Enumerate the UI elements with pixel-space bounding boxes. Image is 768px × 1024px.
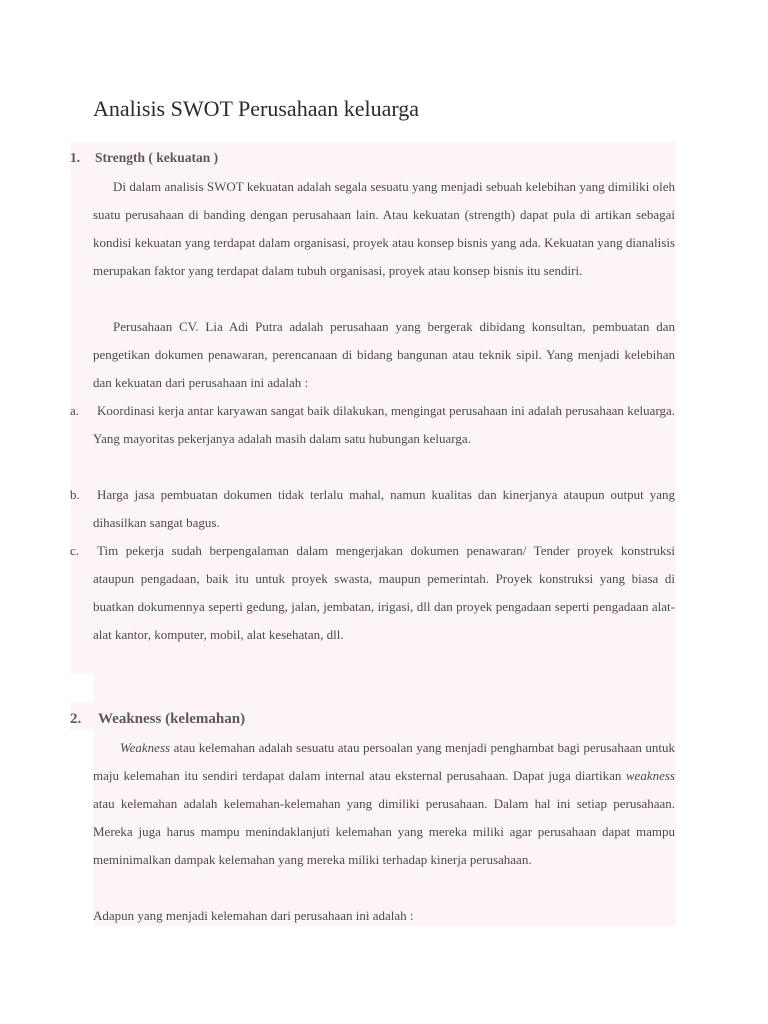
section-heading-strength (70, 150, 218, 166)
paragraph-text: atau kelemahan adalah sesuatu atau persoalan yang menjadi penghambat bagi perusahaan untuk maju kelemahan itu sendiri terdapat dalam internal atau eksternal perusahaan. Dapat juga diartikan (93, 740, 675, 783)
italic-term: weakness (625, 768, 675, 783)
paragraph-text: atau kelemahan adalah kelemahan-kelemahan yang dimiliki perusahaan. Dalam hal ini setiap perusahaan. Mereka juga harus mampu menindaklanjuti kelemahan yang mereka miliki agar perusahaan dapat mampu meminimalkan dampak kelemahan yang mereka miliki terhadap kinerja perusahaan. (93, 796, 675, 867)
paragraph: Di dalam analisis SWOT kekuatan adalah segala sesuatu yang menjadi sebuah kelebihan yang dimiliki oleh suatu perusahaan di banding dengan perusahaan lain. Atau kekuatan (strength) dapat pula di artikan sebagai kondisi kekuatan yang terdapat dalam organisasi, proyek atau konsep bisnis yang ada. Kekuatan yang dianalisis merupakan faktor yang terdapat dalam tubuh organisasi, proyek atau konsep bisnis itu sendiri. (93, 179, 675, 278)
paragraph (93, 734, 675, 874)
section-heading-weakness (70, 711, 245, 728)
section-number: 1. (70, 150, 81, 165)
list-marker: a. (70, 403, 80, 418)
highlight-band (93, 674, 676, 702)
list-item: Koordinasi kerja antar karyawan sangat baik dilakukan, mengingat perusahaan ini adalah perusahaan keluarga. Yang mayoritas pekerjanya adalah masih dalam satu hubungan keluarga. (93, 403, 675, 446)
page-title: Analisis SWOT Perusahaan keluarga (93, 96, 420, 121)
section-title: Strength ( kekuatan ) (95, 150, 219, 165)
list-item: Harga jasa pembuatan dokumen tidak terlalu mahal, namun kualitas dan kinerjanya ataupun output yang dihasilkan sangat bagus. (93, 487, 675, 530)
list-marker: b. (70, 487, 80, 502)
section-title: Weakness (kelemahan) (98, 711, 246, 727)
list-item: Tim pekerja sudah berpengalaman dalam mengerjakan dokumen penawaran/ Tender proyek konstruksi ataupun pengadaan, baik itu untuk proyek swasta, maupun pemerintah. Proyek konstruksi yang biasa di buatkan dokumennya seperti gedung, jalan, jembatan, irigasi, dll dan proyek pengadaan seperti pengadaan alat-alat kantor, komputer, mobil, alat kesehatan, dll. (93, 543, 675, 642)
list-marker: c. (70, 543, 80, 558)
paragraph: Perusahaan CV. Lia Adi Putra adalah perusahaan yang bergerak dibidang konsultan, pembuatan dan pengetikan dokumen penawaran, perencanaan di bidang bangunan atau teknik sipil. Yang menjadi kelebihan dan kekuatan dari perusahaan ini adalah : (93, 319, 675, 390)
section-number: 2. (70, 711, 82, 727)
italic-term: Weakness (120, 740, 171, 755)
paragraph: Adapun yang menjadi kelemahan dari perusahaan ini adalah : (93, 908, 414, 923)
